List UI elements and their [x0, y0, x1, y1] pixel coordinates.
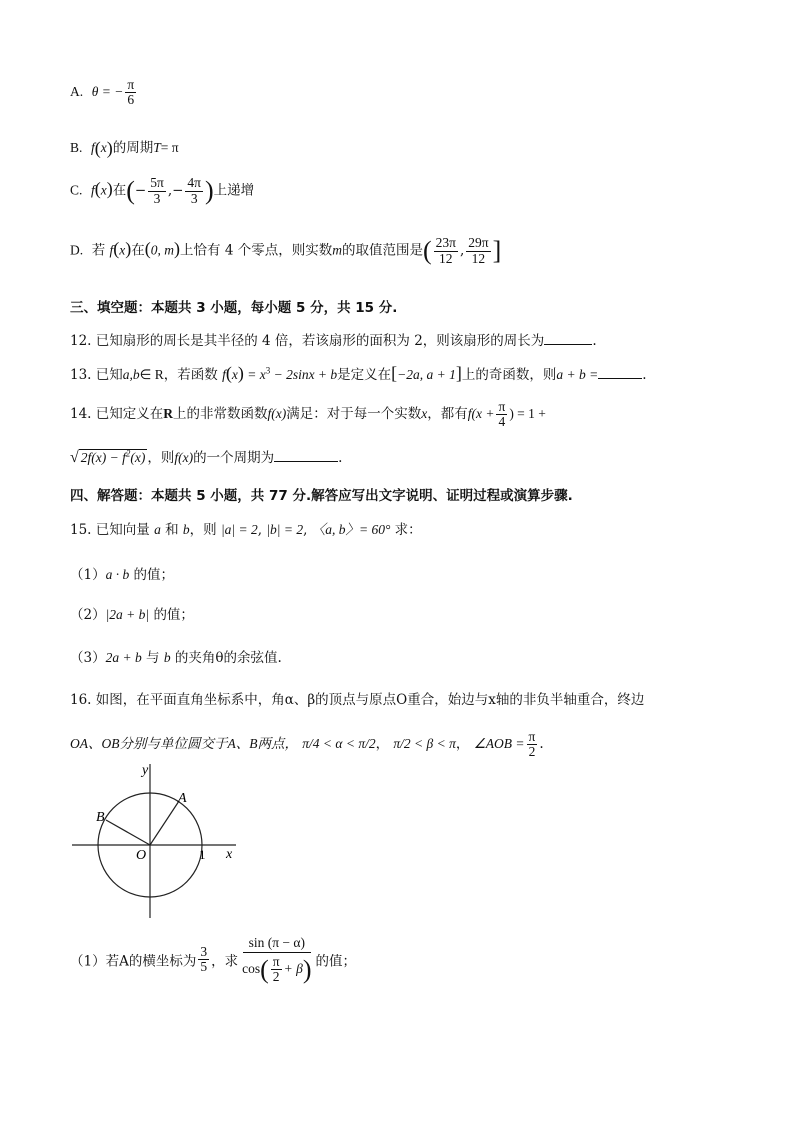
option-b-eq: = π: [160, 140, 179, 155]
q15-sub2-expr: |2a + b|: [105, 607, 150, 622]
q13-p4: − 2sinx + b: [270, 367, 338, 382]
unit-circle-figure: [68, 758, 248, 923]
q15-sub1-expr: a · b: [105, 567, 130, 582]
q14-sqrt: $2f(x) - f^2(x)$: [80, 448, 146, 465]
q15-sub3-expr1: 2a + b: [105, 650, 142, 665]
q14-f2: f(x): [174, 450, 194, 465]
question-14-line2: √ $2f(x) - f^2(x)$ ，则f(x)的一个周期为 .: [70, 448, 343, 466]
question-16-line2: OA、OB分别与单位圆交于A、B两点， π/4 < α < π/2， π/2 < β < π， ∠AOB = $\frac{\pi}{2}$ .: [70, 729, 544, 760]
q16-sub1: [70, 934, 356, 985]
q15-then: ，则: [189, 522, 217, 538]
option-d-interval: 0, m: [150, 242, 175, 258]
q16-cond2: π/2 < β < π: [393, 736, 456, 752]
question-16-line1: 16. 如图，在平面直角坐标系中，角α、β的顶点与原点O重合，始边与x轴的非负半轴重合，终边: [70, 692, 645, 708]
q15-vec-b: b: [182, 522, 190, 537]
q15-mag-b: |b| = 2: [266, 522, 304, 537]
option-d-text4: 的取值范围是: [341, 242, 423, 259]
q13-vars: a,b: [122, 367, 140, 382]
q15-sub3-mid: 与: [146, 650, 160, 666]
option-a-text: θ = −: [91, 84, 124, 100]
answer-blank-13[interactable]: [598, 378, 642, 379]
q15-intro: 15. 已知向量: [70, 522, 150, 538]
question-12-text: 12. 已知扇形的周长是其半径的 4 倍，若该扇形的面积为 2，则该扇形的周长为: [70, 333, 545, 349]
q15-ask: 求：: [394, 522, 422, 538]
option-b-T: T: [153, 140, 161, 155]
q13-p2: ∈ R，若函数: [139, 367, 218, 382]
q15-sub2-end: 的值；: [153, 607, 194, 623]
option-b: B. f(x)的周期T= π: [70, 138, 179, 158]
q15-sub3-expr2: b: [163, 650, 171, 665]
q15-sub3-end: 的夹角θ的余弦值.: [174, 650, 282, 666]
q13-p5: 是定义在: [337, 367, 392, 383]
option-c: C. f(x)在(− $\frac{5\pi}{3}$ ,− $\frac{4\pi}{3}$ )上递增: [70, 175, 255, 206]
option-d-frac-a: $\frac{23\pi}{12}$: [435, 235, 456, 266]
q14-x: x: [421, 406, 428, 422]
q15-sub1: [70, 563, 174, 583]
section-3-title: 三、填空题：本题共 3 小题，每小题 5 分，共 15 分.: [70, 300, 398, 316]
q16-line2a: OA、OB分别与单位圆交于A、B两点，: [70, 736, 298, 752]
label-one: 1: [199, 847, 206, 862]
option-d-text2: 在: [131, 242, 145, 259]
q16-cond1: π/4 < α < π/2: [302, 736, 376, 752]
option-c-text2: 上递增: [213, 182, 255, 199]
option-d: D. 若 f(x)在(0, m)上恰有 4 个零点，则实数m的取值范围是( $\frac{23\pi}{12}$ , $\frac{29\pi}{12}$ ]: [70, 235, 502, 266]
option-d-label: D.: [70, 242, 84, 258]
q15-mag-a: |a| = 2: [220, 522, 258, 537]
option-b-x: x: [100, 140, 107, 155]
question-14-line1: [70, 400, 546, 429]
option-b-text: 的周期: [112, 140, 154, 156]
question-15: 15. 已知向量 a 和 b，则 |a| = 2, |b| = 2, 〈a, b〉= 60° 求：: [70, 522, 422, 538]
q14-p1: 14. 已知定义在: [70, 406, 164, 423]
q15-sub3-num: （3）: [70, 650, 106, 666]
q14-lhs: f(x +: [467, 406, 495, 422]
option-a-fraction: $\frac{\pi}{6}$: [127, 77, 135, 108]
q15-sub1-end: 的值；: [133, 567, 175, 583]
q14-f: f(x): [267, 406, 287, 422]
option-c-f: f: [90, 182, 95, 198]
q15-sub2: [70, 603, 194, 623]
q16-cond3: ∠AOB =: [473, 736, 525, 752]
q14-p6: 的一个周期为: [193, 450, 275, 466]
option-c-frac-b: $\frac{4\pi}{3}$: [187, 175, 201, 206]
option-b-label: B.: [70, 140, 83, 155]
q14-p5: ，则: [147, 450, 175, 466]
q14-rhs: ) = 1 +: [509, 406, 546, 422]
option-b-f: f: [90, 140, 95, 155]
question-13: 13. 已知a,b∈ R，若函数 $f(x) = x^3 - 2\sin x + b$是定义在[−2a, a + 1]上的奇函数，则a + b = .: [70, 363, 647, 383]
q15-vec-a: a: [154, 522, 161, 537]
q16-sub1-end: 的值；: [315, 953, 356, 970]
q16-sub1-b: ，求: [211, 953, 239, 970]
option-d-frac-b: $\frac{29\pi}{12}$: [468, 235, 489, 266]
option-c-text1: 在: [112, 182, 127, 199]
option-d-m: m: [332, 242, 342, 258]
q15-sub1-num: （1）: [70, 567, 106, 583]
option-c-frac-a: $\frac{5\pi}{3}$: [150, 175, 164, 206]
q13-f: f: [222, 367, 226, 382]
section-4-title: 四、解答题：本题共 5 小题，共 77 分.解答应写出文字说明、证明过程或演算步骤.: [70, 488, 573, 504]
label-origin: O: [136, 848, 147, 863]
ray-ob: [106, 820, 150, 845]
label-x: x: [226, 847, 233, 862]
ray-oa: [150, 801, 179, 845]
q15-sub2-num: （2）: [70, 607, 106, 623]
question-12: 12. 已知扇形的周长是其半径的 4 倍，若该扇形的面积为 2，则该扇形的周长为 .: [70, 333, 597, 349]
option-d-text1: 若: [91, 242, 106, 259]
label-b: B: [96, 810, 105, 825]
q15-angle: 〈a, b〉= 60°: [311, 522, 391, 537]
q13-interval: −2a, a + 1: [397, 367, 456, 382]
option-d-f: f: [109, 242, 114, 258]
answer-blank-14[interactable]: [274, 461, 338, 462]
q14-frac: $\frac{\pi}{4}$: [498, 399, 506, 430]
q16-sub1-frac: $\frac{3}{5}$: [200, 943, 208, 974]
q14-p3: 满足：对于每一个实数: [286, 406, 422, 423]
label-y: y: [142, 763, 149, 778]
answer-blank-12[interactable]: [544, 344, 592, 345]
q16-sub1-a: （1）若A的横坐标为: [70, 953, 197, 970]
q16-sub1-big-frac: sin (π − α) cos( $\frac{\pi}{2}$ + β): [242, 935, 312, 985]
q14-R: R: [163, 406, 174, 422]
option-a-label: A.: [70, 84, 84, 100]
q15-sub3: [70, 646, 282, 666]
label-a: A: [178, 791, 187, 806]
option-d-text3: 上恰有 4 个零点，则实数: [180, 242, 333, 259]
option-c-x: x: [100, 182, 107, 198]
option-d-x: x: [119, 242, 126, 258]
q13-p1: 13. 已知: [70, 367, 123, 383]
option-a: [70, 78, 138, 107]
q13-p3: = x: [243, 367, 266, 382]
q14-p4: ，都有: [427, 406, 468, 423]
q14-p2: 上的非常数函数: [173, 406, 268, 423]
option-c-label: C.: [70, 182, 83, 198]
q15-and: 和: [165, 522, 179, 538]
q13-ab: a + b =: [556, 367, 599, 382]
q13-p6: 上的奇函数，则: [461, 367, 557, 383]
